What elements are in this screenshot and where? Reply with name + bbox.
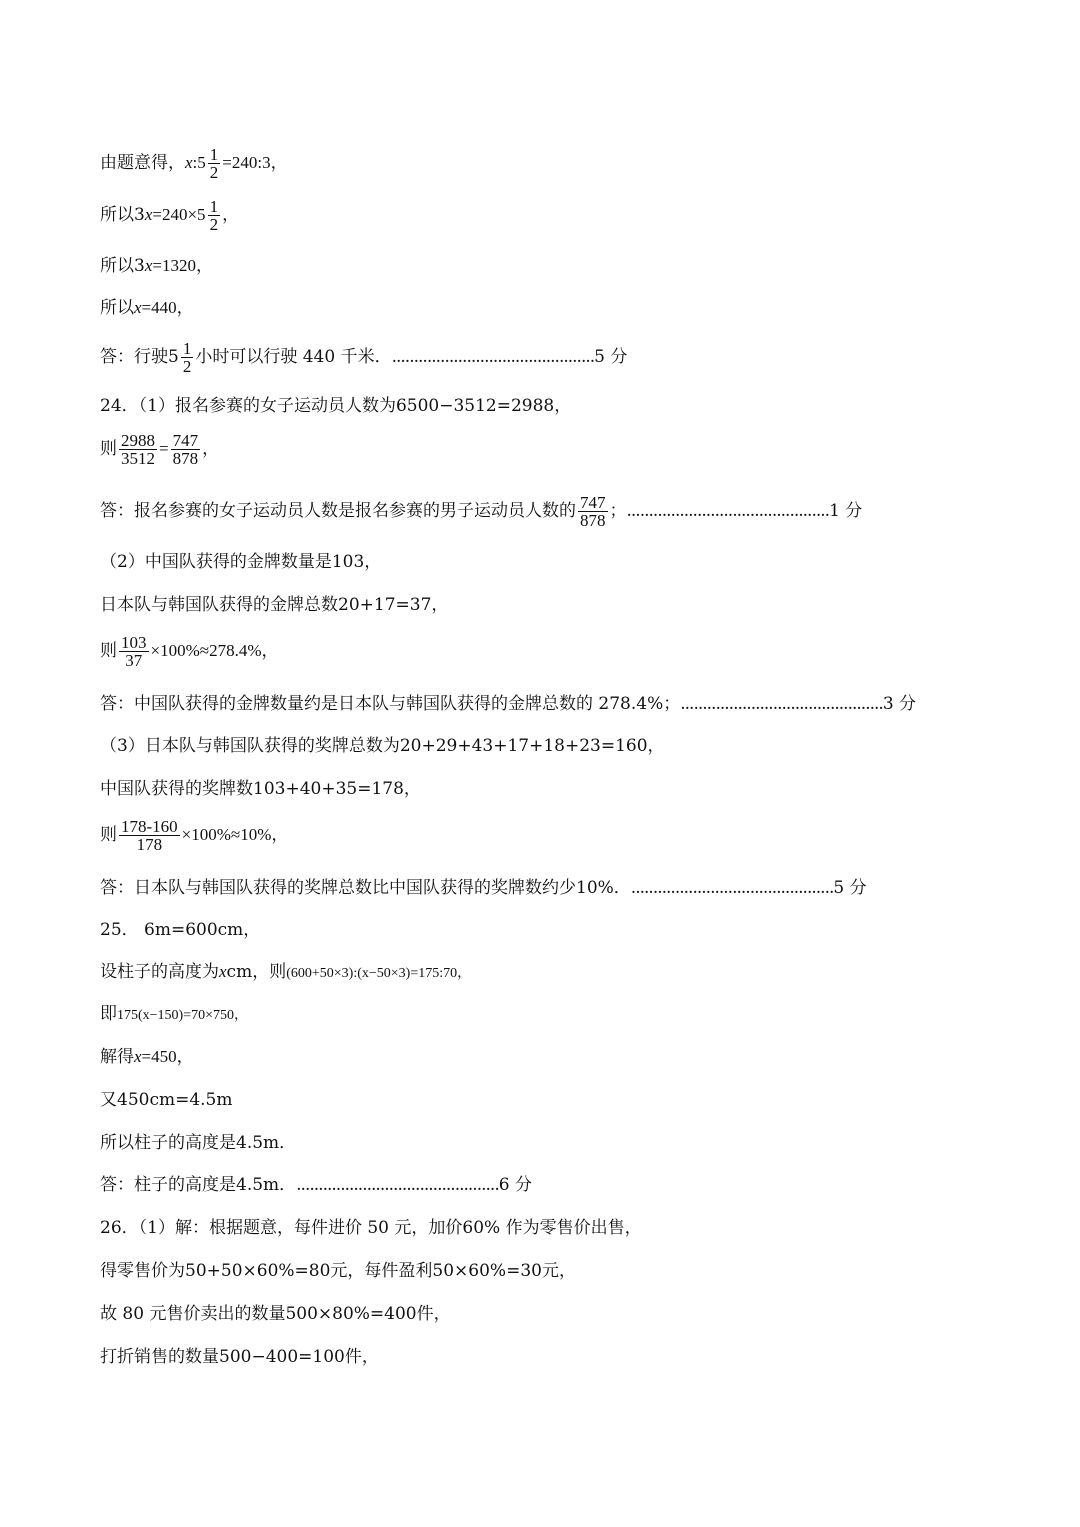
score: 6 分 <box>498 1175 532 1195</box>
q26-part1: 26．（1）解：根据题意，每件进价 50 元，加价60% 作为零售价出售， <box>100 1218 642 1238</box>
answer-23: 答：行驶5 $\frac{1}{2}$ 小时可以行驶 440 千米．..............................................5 分 <box>100 339 628 376</box>
q26-sold-full-price: 故 80 元售价卖出的数量500×80%=400件， <box>100 1304 451 1324</box>
score: 5 分 <box>594 347 628 367</box>
q25-equation: 即175(x−150)=70×750， <box>100 1004 249 1024</box>
q25-conclusion: 所以柱子的高度是4.5m． <box>100 1133 297 1153</box>
fraction-747-878: $\frac{747}{878}$ <box>580 493 606 530</box>
line-3x-product: 所以3x=240×5 $\frac{1}{2}$ ， <box>100 197 240 234</box>
q25-set-variable: 设柱子的高度为xcm，则(600+50×3):(x−50×3)=175:70， <box>100 962 472 982</box>
q25-unit-convert: 25． 6m=600cm， <box>100 920 261 940</box>
q24-part2: （2）中国队获得的金牌数量是103， <box>100 552 382 572</box>
line-gold-percent: 则 $\frac{103}{37}$ ×100%≈278.4%， <box>100 633 279 670</box>
answer-24-3: 答：日本队与韩国队获得的奖牌总数比中国队获得的奖牌数约少10%．..............................................5 分 <box>100 878 867 898</box>
line-3x-1320: 所以3x=1320， <box>100 256 213 276</box>
line-gold-total: 日本队与韩国队获得的金牌总数20+17=37， <box>100 595 449 615</box>
score: 1 分 <box>829 501 863 521</box>
score: 5 分 <box>833 878 867 898</box>
line-fraction-simplify: 则 $\frac{2988}{3512}$ = $\frac{747}{878}$ ， <box>100 431 220 468</box>
fraction-one-half: $\frac{1}{2}$ <box>209 197 219 234</box>
line-medal-total: 中国队获得的奖牌数103+40+35=178， <box>100 779 421 799</box>
answer-24-1: 答：报名参赛的女子运动员人数是报名参赛的男子运动员人数的 $\frac{747}{878}$ ；..............................................1 分 <box>100 493 863 530</box>
q25-solve: 解得x=450， <box>100 1047 194 1067</box>
q24-part1: 24．（1）报名参赛的女子运动员人数为6500−3512=2988， <box>100 396 572 416</box>
line-ratio-equation: 由题意得，x:5 $\frac{1}{2}$ =240:3， <box>100 145 288 182</box>
score: 3 分 <box>882 694 917 714</box>
q26-retail-price: 得零售价为50+50×60%=80元，每件盈利50×60%=30元， <box>100 1261 576 1281</box>
q26-sold-discount: 打折销售的数量500−400=100件， <box>100 1347 379 1367</box>
fraction-one-half: $\frac{1}{2}$ <box>182 339 192 376</box>
fraction-one-half: $\frac{1}{2}$ <box>209 145 219 182</box>
line-x-440: 所以x=440， <box>100 298 194 318</box>
fraction-2988-3512: $\frac{2988}{3512}$ <box>121 431 155 468</box>
line-medal-percent: 则 $\frac{178-160}{178}$ ×100%≈10%， <box>100 817 289 854</box>
answer-24-2: 答：中国队获得的金牌数量约是日本队与韩国队获得的金牌总数的 278.4%；..............................................3 分 <box>100 694 917 714</box>
q24-part3: （3）日本队与韩国队获得的奖牌总数为20+29+43+17+18+23=160， <box>100 736 665 756</box>
fraction-178-160-over-178: $\frac{178-160}{178}$ <box>121 817 178 854</box>
q25-convert-back: 又450cm=4.5m <box>100 1090 233 1110</box>
answer-25: 答：柱子的高度是4.5m．..............................................6 分 <box>100 1175 532 1195</box>
fraction-103-37: $\frac{103}{37}$ <box>121 633 147 670</box>
fraction-747-878: $\frac{747}{878}$ <box>172 431 199 468</box>
